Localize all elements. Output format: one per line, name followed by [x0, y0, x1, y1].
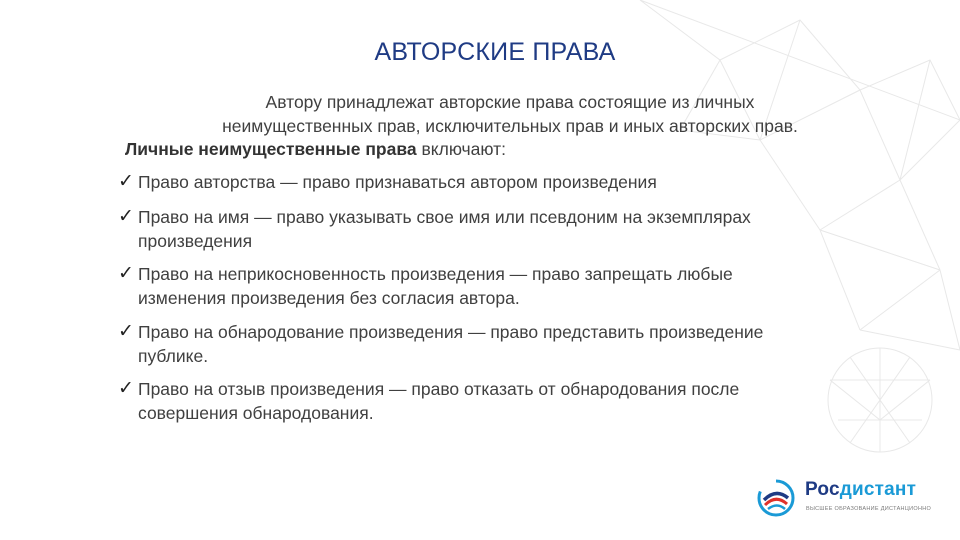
list-item — [118, 262, 878, 310]
checkmark-icon: ✓ — [118, 263, 134, 284]
slide-title: АВТОРСКИЕ ПРАВА — [374, 38, 616, 66]
lead-bold-text: Личные неимущественные права — [125, 139, 417, 159]
lead-rest-text: включают: — [416, 139, 507, 159]
list-item-line: Право на отзыв произведения — право отказать от обнародования после — [138, 379, 740, 399]
logo-brand-accent: дистант — [839, 479, 917, 500]
list-item — [118, 170, 878, 194]
list-item-text — [118, 170, 878, 194]
list-item-line: Право авторства — право признаваться автором произведения — [138, 172, 657, 192]
logo-tagline: ВЫСШЕЕ ОБРАЗОВАНИЕ ДИСТАНЦИОННО — [806, 506, 932, 512]
list-item-line: изменения произведения без согласия автора. — [138, 288, 520, 308]
intro-paragraph — [160, 90, 860, 138]
list-item-line: Право на неприкосновенность произведения — право запрещать любые — [138, 264, 733, 284]
checkmark-icon: ✓ — [118, 206, 134, 227]
list-item-text — [118, 377, 878, 425]
checkmark-icon: ✓ — [118, 171, 134, 192]
list-item-text — [118, 205, 878, 253]
checkmark-icon: ✓ — [118, 378, 134, 399]
logo-brand — [805, 479, 916, 501]
list-item-text — [118, 320, 878, 368]
lead-sentence — [125, 137, 506, 161]
checkmark-icon: ✓ — [118, 321, 134, 342]
list-item-line: Право на имя — право указывать свое имя или псевдоним на экземплярах — [138, 207, 751, 227]
list-item-line: публике. — [138, 346, 209, 366]
intro-line: Автору принадлежат авторские права состоящие из личных — [265, 92, 755, 112]
intro-line: неимущественных прав, исключительных прав и иных авторских прав. — [222, 116, 798, 136]
list-item — [118, 320, 878, 368]
list-item-line: произведения — [138, 231, 253, 251]
rosdistant-emblem-icon — [756, 478, 796, 518]
list-item-line: Право на обнародование произведения — право представить произведение — [138, 322, 764, 342]
list-item — [118, 205, 878, 253]
list-item-text — [118, 262, 878, 310]
logo-brand-main: Рос — [805, 479, 840, 500]
list-item-line: совершения обнародования. — [138, 403, 374, 423]
list-item — [118, 377, 878, 425]
rosdistant-logo — [756, 476, 936, 520]
